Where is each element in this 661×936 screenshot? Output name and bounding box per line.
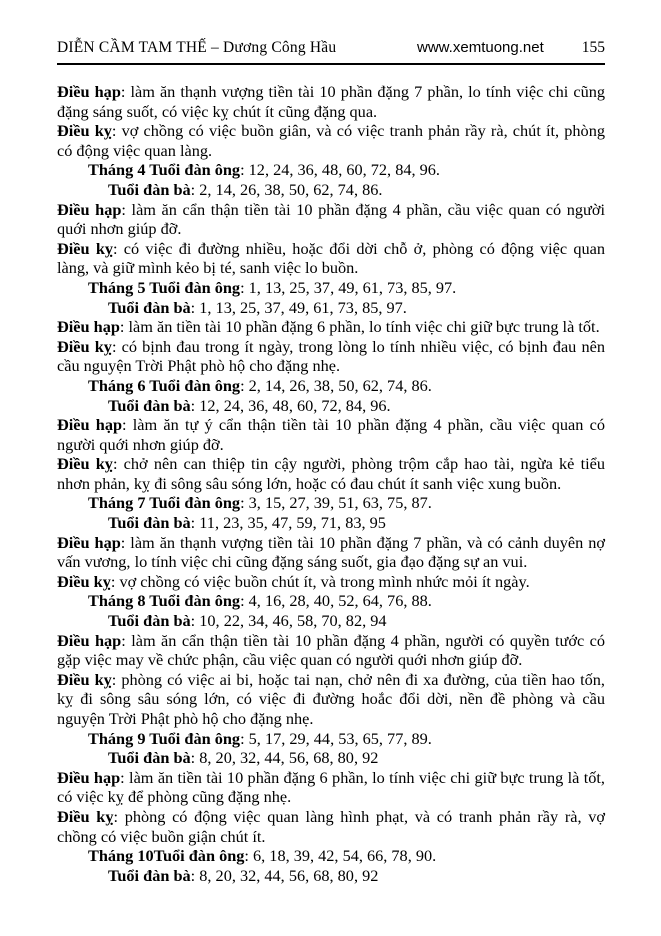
paragraph-dieu-hap xyxy=(57,317,605,337)
paragraph-label: Điều hạp xyxy=(57,532,121,552)
paragraph-text: : 12, 24, 36, 48, 60, 72, 84, 96. xyxy=(190,395,391,415)
paragraph-label: Tuổi đàn bà xyxy=(108,611,191,631)
paragraph-label: Điều hạp xyxy=(57,82,121,101)
paragraph-label: Điều hạp xyxy=(57,317,120,337)
paragraph-thang-tuoi-dan-ong xyxy=(88,160,605,180)
paragraph-text: : làm ăn tiền tài 10 phần đặng 6 phần, lo tính việc chi giữ bực trung là tốt, có việc kỵ để phòng cũng đặng nhẹ. xyxy=(57,767,605,807)
paragraph-label: Điều hạp xyxy=(57,415,123,435)
paragraph-label: Điều kỵ xyxy=(57,336,112,356)
paragraph-label: Điều hạp xyxy=(57,199,122,219)
paragraph-text: : 6, 18, 39, 42, 54, 66, 78, 90. xyxy=(244,846,437,866)
paragraph-label: Tháng 4 Tuổi đàn ông xyxy=(88,160,241,180)
paragraph-label: Tuổi đàn bà xyxy=(108,748,191,768)
paragraph-text: : làm ăn thạnh vượng tiền tài 10 phần đặng 7 phần, lo tính việc chi cũng đặng sáng suốt, có việc kỵ chút ít cũng đặng qua. xyxy=(57,82,606,121)
paragraph-text: : vợ chồng có việc buồn giân, và có việc tranh phản rầy rà, chút ít, phòng có động việc quan làng. xyxy=(57,121,605,160)
paragraph-dieu-hap xyxy=(57,533,605,572)
paragraph-text: : 12, 24, 36, 48, 60, 72, 84, 96. xyxy=(240,160,440,180)
paragraph-text: : làm ăn tự ý cẩn thận tiền tài 10 phần đặng 4 phần, cầu việc quan có người quới nhơn giúp đỡ. xyxy=(57,415,605,454)
paragraph-label: Tháng 6 Tuổi đàn ông xyxy=(88,375,241,395)
paragraph-thang-tuoi-dan-ong xyxy=(88,278,605,298)
paragraph-tuoi-dan-ba xyxy=(108,866,605,886)
page-number: 155 xyxy=(581,39,605,56)
page-header xyxy=(57,38,605,58)
paragraph-dieu-ky xyxy=(57,807,605,846)
paragraph-tuoi-dan-ba xyxy=(108,180,605,200)
paragraph-text: : 8, 20, 32, 44, 56, 68, 80, 92 xyxy=(190,748,379,768)
paragraph-text: : làm ăn cẩn thận tiền tài 10 phần đặng 4 phần, người có quyền tước có gặp việc may về chức phận, cầu việc quan có người quới nhơn giúp đỡ. xyxy=(57,630,606,670)
paragraph-tuoi-dan-ba xyxy=(108,611,605,631)
paragraph-label: Điều hạp xyxy=(57,630,122,650)
paragraph-dieu-ky xyxy=(57,239,605,278)
paragraph-tuoi-dan-ba xyxy=(108,513,605,533)
paragraph-text: : chở nên can thiệp tin cậy người, phòng trộm cắp hao tài, ngừa kẻ tiểu nhơn phản, kỵ đi sông sâu sóng lớn, hoặc có đau chút ít sanh việc xung buồn. xyxy=(57,454,605,493)
paragraph-text: : 3, 15, 27, 39, 51, 63, 75, 87. xyxy=(240,493,432,513)
paragraph-label: Tuổi đàn bà xyxy=(108,297,191,317)
paragraph-thang-tuoi-dan-ong xyxy=(88,591,605,611)
paragraph-text: : phòng có việc ai bi, hoặc tai nạn, chở nên đi xa đường, của tiền hao tốn, kỵ đi sông sâu sóng lớn, có việc đi đường hoắc đổi dời, nền đề phòng và cầu nguyện Trời Phật phò hộ cho đặng nhẹ. xyxy=(57,669,605,728)
paragraph-tuoi-dan-ba xyxy=(108,298,605,318)
paragraph-dieu-hap xyxy=(57,415,605,454)
paragraph-label: Điều kỵ xyxy=(57,238,114,258)
paragraph-dieu-ky xyxy=(57,337,605,376)
paragraph-label: Tuổi đàn bà xyxy=(108,179,191,199)
paragraph-text: : 2, 14, 26, 38, 50, 62, 74, 86. xyxy=(190,179,383,199)
paragraph-text: : phòng có động việc quan làng hình phạt, và có tranh phản rầy rà, vợ chồng có việc buồn giận chút ít. xyxy=(57,806,605,846)
paragraph-text: : làm ăn thạnh vượng tiền tài 10 phần đặng 7 phần, và có cảnh duyên nợ vấn vương, lo tính việc chi cũng đặng sáng suốt, gia đạo đặng sự an vui. xyxy=(57,532,605,572)
paragraph-dieu-hap xyxy=(57,768,605,807)
page-content xyxy=(57,82,605,885)
paragraph-text: : 1, 13, 25, 37, 49, 61, 73, 85, 97. xyxy=(240,277,457,297)
paragraph-thang-tuoi-dan-ong xyxy=(88,729,605,749)
paragraph-tuoi-dan-ba xyxy=(108,748,605,768)
paragraph-text: : 10, 22, 34, 46, 58, 70, 82, 94 xyxy=(190,611,387,631)
paragraph-label: Tuổi đàn bà xyxy=(108,395,191,415)
paragraph-text: : 4, 16, 28, 40, 52, 64, 76, 88. xyxy=(240,591,432,611)
paragraph-thang-tuoi-dan-ong xyxy=(88,376,605,396)
book-title: DIỄN CẦM TAM THẾ – Dương Công Hầu xyxy=(57,39,337,56)
paragraph-label: Điều kỵ xyxy=(57,454,113,474)
paragraph-thang-tuoi-dan-ong xyxy=(88,846,605,866)
paragraph-label: Điều kỵ xyxy=(57,806,114,826)
paragraph-dieu-hap xyxy=(57,82,605,121)
paragraph-dieu-ky xyxy=(57,454,605,493)
paragraph-text: : vợ chồng có việc buồn chút ít, và trong mình nhức mỏi ít ngày. xyxy=(110,571,530,591)
paragraph-label: Tháng 10Tuổi đàn ông xyxy=(88,846,245,866)
paragraph-label: Điều kỵ xyxy=(57,121,112,141)
paragraph-label: Điều hạp xyxy=(57,767,121,787)
paragraph-tuoi-dan-ba xyxy=(108,396,605,416)
paragraph-dieu-hap xyxy=(57,631,605,670)
paragraph-label: Tuổi đàn bà xyxy=(108,513,191,533)
paragraph-text: : 8, 20, 32, 44, 56, 68, 80, 92 xyxy=(190,865,379,885)
paragraph-text: : có việc đi đường nhiều, hoặc đổi dời chỗ ở, phòng có động việc quan làng, và giữ mình kẻo bị té, sanh việc lo buồn. xyxy=(57,238,605,278)
paragraph-label: Tháng 8 Tuổi đàn ông xyxy=(88,591,241,611)
paragraph-label: Điều kỵ xyxy=(57,669,112,689)
paragraph-thang-tuoi-dan-ong xyxy=(88,493,605,513)
paragraph-text: : có bịnh đau trong ít ngày, trong lòng lo tính nhiều việc, có bịnh đau nên cầu nguyện Trời Phật phò hộ cho đặng nhẹ. xyxy=(57,336,605,376)
paragraph-text: : 11, 23, 35, 47, 59, 71, 83, 95 xyxy=(190,513,386,533)
website-url: www.xemtuong.net xyxy=(417,39,544,56)
paragraph-text: : 5, 17, 29, 44, 53, 65, 77, 89. xyxy=(240,728,432,748)
paragraph-dieu-ky xyxy=(57,670,605,729)
paragraph-label: Tháng 7 Tuổi đàn ông xyxy=(88,493,241,513)
header-divider xyxy=(57,63,605,65)
paragraph-dieu-hap xyxy=(57,200,605,239)
paragraph-text: : 1, 13, 25, 37, 49, 61, 73, 85, 97. xyxy=(190,297,407,317)
paragraph-label: Tuổi đàn bà xyxy=(108,865,191,885)
paragraph-label: Điều kỵ xyxy=(57,571,111,591)
paragraph-text: : làm ăn tiền tài 10 phần đặng 6 phần, lo tính việc chi giữ bực trung là tốt. xyxy=(119,317,600,337)
paragraph-dieu-ky xyxy=(57,572,605,592)
paragraph-text: : làm ăn cẩn thận tiền tài 10 phần đặng 4 phần, cầu việc quan có người quới nhơn giúp đỡ. xyxy=(57,199,605,239)
paragraph-text: : 2, 14, 26, 38, 50, 62, 74, 86. xyxy=(240,375,432,395)
paragraph-label: Tháng 5 Tuổi đàn ông xyxy=(88,277,241,297)
paragraph-dieu-ky xyxy=(57,121,605,160)
paragraph-label: Tháng 9 Tuổi đàn ông xyxy=(88,728,241,748)
